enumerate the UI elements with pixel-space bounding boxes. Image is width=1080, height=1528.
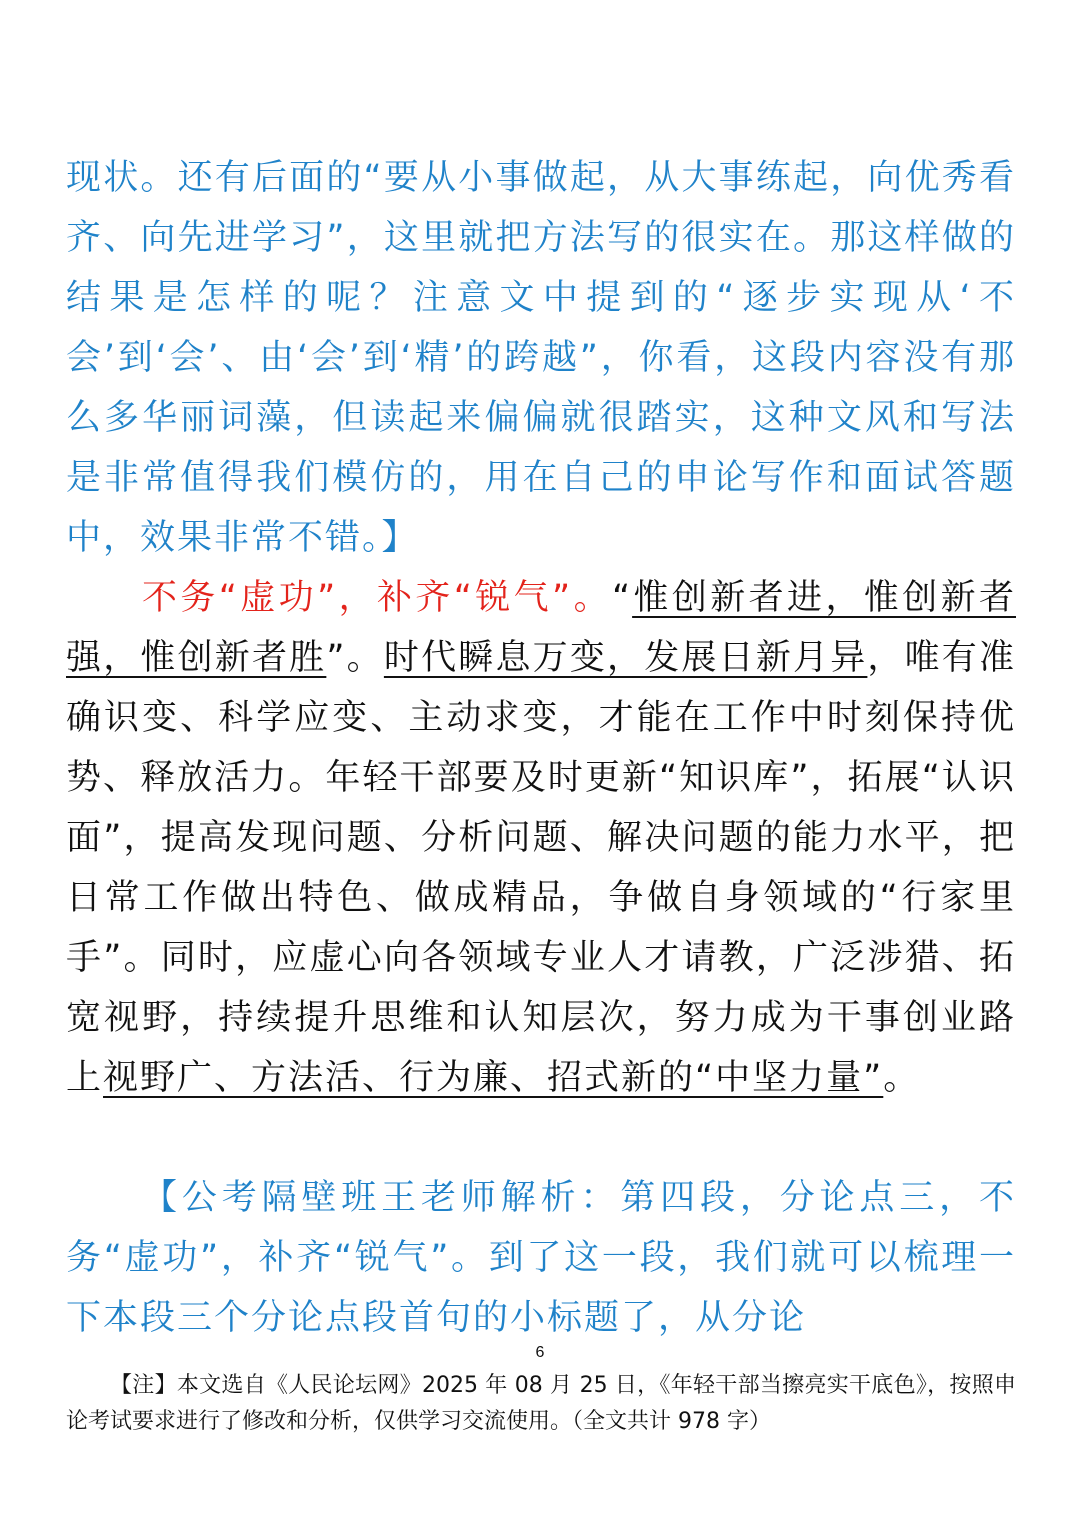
quote-open: “ — [611, 578, 633, 618]
underlined-sentence: 时代瞬息万变，发展日新月异 — [383, 638, 868, 678]
quote-close: ”。 — [326, 638, 384, 678]
analysis-paragraph: 【公考隔壁班王老师解析：第四段，分论点三，不务“虚功”，补齐“锐气”。到了这一段，我们就可以梳理一下本段三个分论点段首句的小标题了，从分论 — [66, 1178, 1016, 1338]
underlined-quote: 惟创新者进，惟创新者强，惟创新者胜 — [66, 578, 1016, 678]
body-end: 。 — [883, 1058, 921, 1098]
body-paragraph — [66, 568, 1016, 1108]
footnote: 【注】本文选自《人民论坛网》2025 年 08 月 25 日，《年轻干部当擦亮实干底色》，按照申论考试要求进行了修改和分析，仅供学习交流使用。（全文共计 978 字） — [66, 1373, 1016, 1434]
section-heading: 不务“虚功”，补齐“锐气”。 — [142, 578, 612, 618]
page-number: 6 — [535, 1344, 545, 1361]
analysis-paragraph-continued: 现状。还有后面的“要从小事做起，从大事练起，向优秀看齐、向先进学习”，这里就把方法写的很实在。那这样做的结果是怎样的呢？注意文中提到的“逐步实现从‘不会’到‘会’、由‘会’到‘精’的跨越”，你看，这段内容没有那么多华丽词藻，但读起来偏偏就很踏实，这种文风和写法是非常值得我们模仿的，用在自己的申论写作和面试答题中，效果非常不错。】 — [66, 158, 1016, 558]
underlined-ending: 视野广、方法活、行为廉、招式新的“中坚力量” — [103, 1058, 884, 1098]
body-text: ，唯有准确识变、科学应变、主动求变，才能在工作中时刻保持优势、释放活力。年轻干部要及时更新“知识库”，拓展“认识面”，提高发现问题、分析问题、解决问题的能力水平，把日常工作做出特色、做成精品，争做自身领域的“行家里手”。同时，应虚心向各领域专业人才请教，广泛涉猎、拓宽视野，持续提升思维和认知层次，努力成为干事创业路上 — [66, 638, 1016, 1098]
